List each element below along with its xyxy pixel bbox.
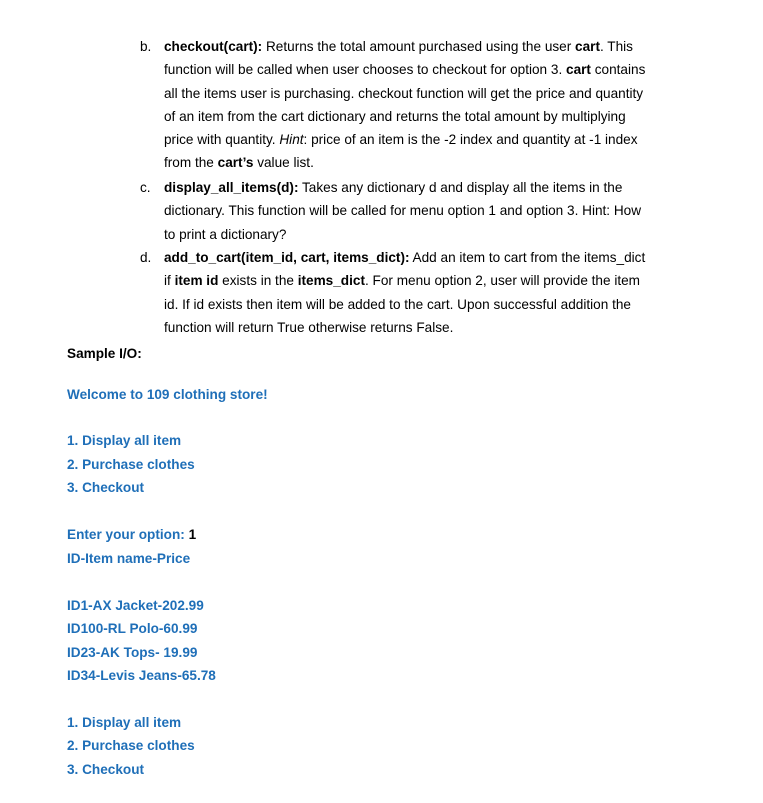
menu-option-checkout: 3. Checkout [67,762,145,777]
function-description-body [164,35,734,175]
bold-text: checkout(cart): [164,39,263,54]
bold-text: display_all_items(d): [164,180,299,195]
text-run: if [164,273,175,289]
description-line [164,58,734,81]
sample-io-heading: Sample I/O: [67,346,142,361]
italic-text: Hint [279,132,304,148]
description-line [164,105,734,128]
menu-option-checkout: 3. Checkout [67,480,145,495]
text-run: id. If id exists then item will be added to the cart. Upon successful addition the [164,296,631,312]
item-row: ID23-AK Tops- 19.99 [67,645,198,660]
item-row: ID1-AX Jacket-202.99 [67,598,204,613]
bold-text: item id [174,273,219,289]
description-line [164,246,734,269]
text-run: Takes any dictionary d and display all the items in the [298,180,623,195]
list-marker: b. [140,39,152,54]
bold-text: cart [575,39,600,54]
bold-text: cart’s [217,155,254,171]
text-run: Returns the total amount purchased using the user [262,39,576,54]
text-run: value list. [253,155,314,171]
text-run: . This [599,39,633,54]
text-run: to print a dictionary? [164,226,287,242]
list-marker: d. [140,250,152,265]
text-run: Add an item to cart from the items_dict [409,250,646,265]
bold-text: items_dict [297,273,365,289]
option-prompt-label: Enter your option: [67,527,189,542]
text-run: of an item from the cart dictionary and returns the total amount by multiplying [164,108,626,124]
function-description-body [164,246,734,339]
description-line [164,35,734,58]
item-row: ID100-RL Polo-60.99 [67,621,198,636]
menu-option-purchase: 2. Purchase clothes [67,738,195,753]
bold-text: cart [566,62,591,78]
bold-text: add_to_cart(item_id, cart, items_dict): [164,250,410,265]
text-run: function will be called when user chooses to checkout for option 3. [164,62,567,78]
description-line [164,176,734,199]
welcome-message: Welcome to 109 clothing store! [67,387,268,402]
description-line [164,151,734,174]
list-marker: c. [140,180,151,195]
item-row: ID34-Levis Jeans-65.78 [67,668,216,683]
description-line [164,293,734,316]
description-line [164,128,734,151]
description-line [164,82,734,105]
text-run: function will return True otherwise returns False. [164,319,454,335]
option-prompt [67,523,196,546]
text-run: dictionary. This function will be called for menu option 1 and option 3. Hint: How [164,203,642,219]
menu-option-display: 1. Display all item [67,715,182,730]
text-run: all the items user is purchasing. checkout function will get the price and quantity [164,85,644,101]
menu-option-display: 1. Display all item [67,433,182,448]
option-prompt-value: 1 [188,527,197,542]
text-run: contains [590,62,646,78]
text-run: price with quantity. [164,132,280,148]
description-line [164,199,734,222]
description-line [164,223,734,246]
description-line [164,316,734,339]
items-header: ID-Item name-Price [67,551,191,566]
menu-option-purchase: 2. Purchase clothes [67,457,195,472]
text-run: from the [164,155,218,171]
function-description-body [164,176,734,246]
text-run: exists in the [218,273,298,289]
text-run: . For menu option 2, user will provide the item [364,273,641,289]
description-line [164,269,734,292]
text-run: : price of an item is the -2 index and quantity at -1 index [303,132,638,148]
